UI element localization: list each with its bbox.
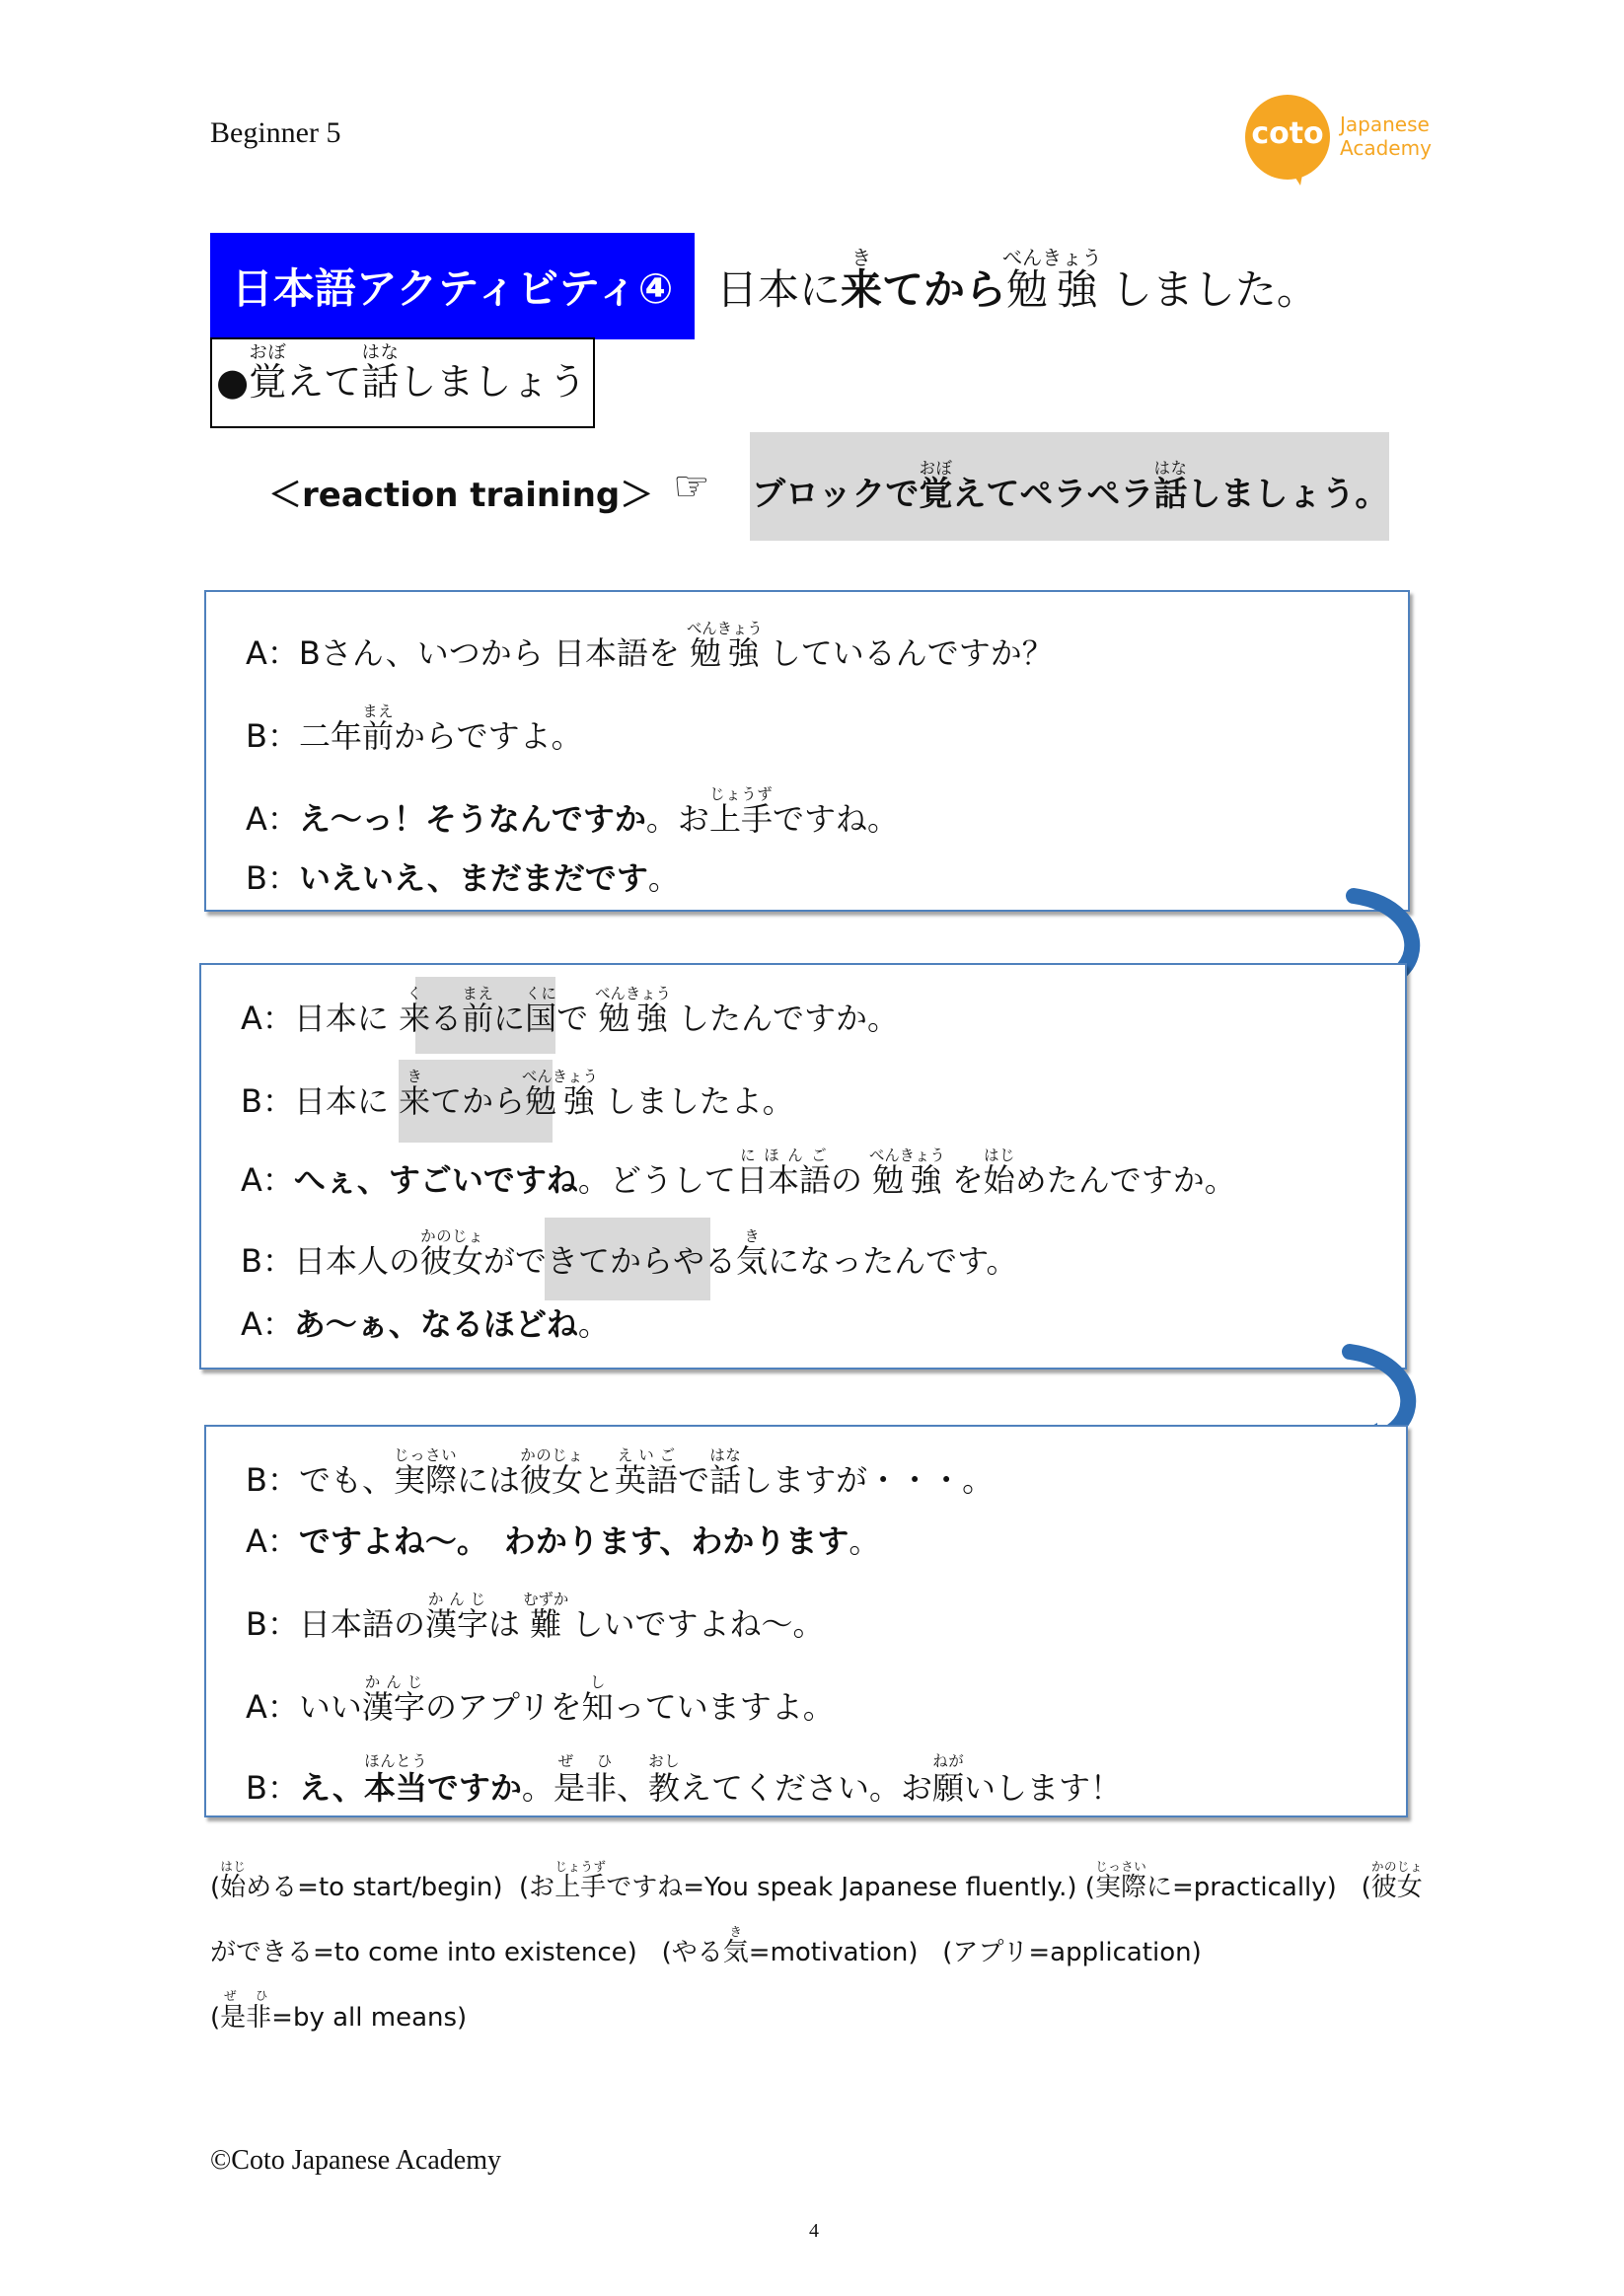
copyright: ©Coto Japanese Academy <box>210 2145 501 2176</box>
dialogue-line: B：日本に 来きてから勉強べんきょう しましたよ。 <box>241 1068 794 1120</box>
dialogue-line: A：Bさん、いつから 日本語を 勉強べんきょう しているんですか？ <box>246 620 1054 672</box>
page-number: 4 <box>809 2220 819 2242</box>
dialogue-line: B：日本人の彼女かのじょができてからやる気きになったんです。 <box>241 1227 1018 1280</box>
dialogue-line: A：へぇ、すごいですね。どうして日本語にほんごの 勉強べんきょう を始はじめたんですか。 <box>241 1147 1236 1199</box>
logo-text: Japanese Academy <box>1340 112 1432 160</box>
dialogue-line: A：ですよね～。 わかります、わかります。 <box>246 1522 881 1560</box>
dialogue-line: A：日本に 来くる前まえに国くにで 勉強べんきょう したんですか。 <box>241 985 899 1037</box>
dialogue-line: B：二年前まえからですよ。 <box>246 703 583 755</box>
logo-mark: coto <box>1251 116 1324 151</box>
glossary-line: ができる=to come into existence) (やる気き=motivation) (アプリ=application) <box>210 1924 1202 1967</box>
dialogue-line: A：え～っ！そうなんですか。お上手じょうずですね。 <box>246 785 899 838</box>
glossary-line: (始はじめる=to start/begin) (お上手じょうずですね=You speak Japanese fluently.) (実際じっさいに=practically) (彼女かのじょ <box>210 1859 1423 1902</box>
dialogue-block-2 <box>199 963 1407 1370</box>
pointing-hand-icon: ☞ <box>673 462 710 510</box>
dialogue-block-3 <box>204 1425 1408 1817</box>
dialogue-line: B：日本語の漢字かんじは 難むずか しいですよね～。 <box>246 1591 825 1643</box>
level-label: Beginner 5 <box>210 116 341 149</box>
coto-logo <box>1245 95 1452 189</box>
dialogue-line: A：いい漢字かんじのアプリを知しっていますよ。 <box>246 1673 835 1726</box>
dialogue-line: A：あ～ぁ、なるほどね。 <box>241 1305 610 1343</box>
glossary <box>210 1855 1453 2050</box>
dialogue-block-1 <box>204 590 1410 912</box>
glossary-line: (是非ぜ ひ=by all means) <box>210 1988 468 2033</box>
reaction-training-label: ＜reaction training＞ <box>268 476 654 515</box>
dialogue-line: B：え、本当ほんとうですか。是非ぜ ひ、教おしえてください。お願ねがいします！ <box>246 1752 1123 1807</box>
activity-badge: 日本語アクティビティ④ <box>210 233 695 339</box>
dialogue-line: B：でも、実際じっさいには彼女かのじょと英語えいごで話はなしますが・・・。 <box>246 1446 995 1499</box>
block-instruction: ブロックで覚おぼえてペラペラ話はなしましょう。 <box>750 432 1389 541</box>
instruction-box: ●覚おぼえて話はなしましょう <box>210 337 595 428</box>
page-title: 日本に来きてから勉強べんきょう しました。 <box>716 246 1318 314</box>
dialogue-line: B：いえいえ、まだまだです。 <box>246 859 680 897</box>
